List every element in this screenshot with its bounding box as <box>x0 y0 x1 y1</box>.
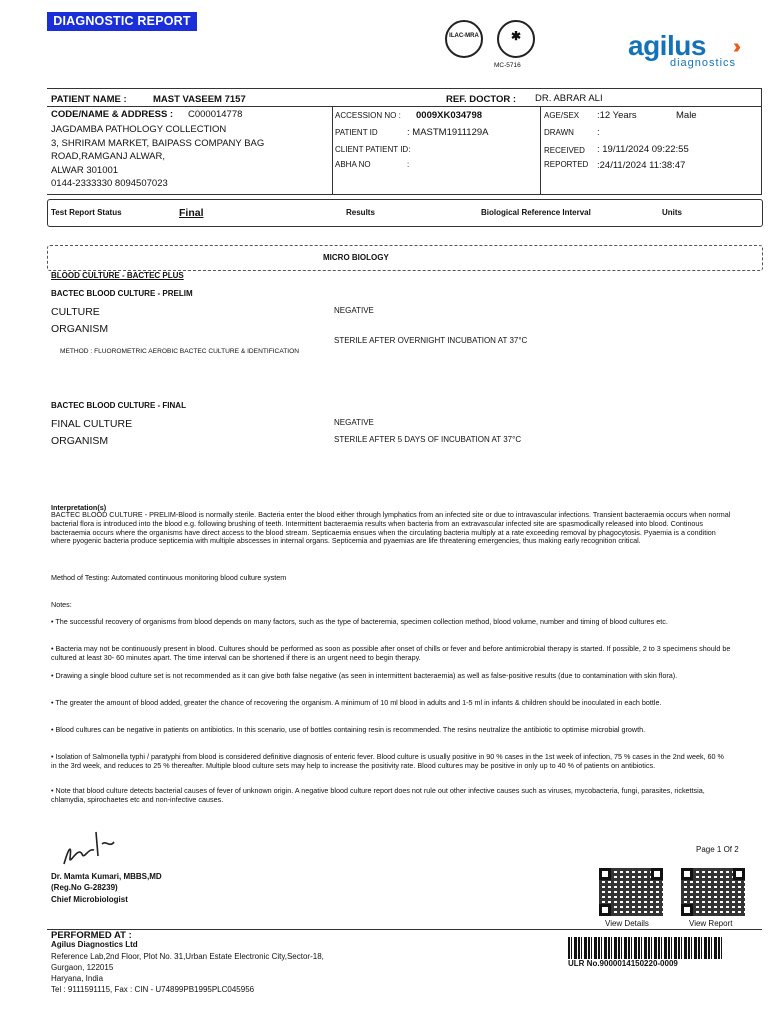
status-label: Test Report Status <box>51 208 122 217</box>
test-name: ORGANISM <box>51 323 109 335</box>
patient-id: : MASTM1911129A <box>407 127 489 138</box>
note-item: • The greater the amount of blood added, greater the chance of recovering the organism. A minimum of 10 ml blood in adults and 1-5 ml in infants & children should be inoculated in each bottle. <box>51 698 662 707</box>
test-group-title: BLOOD CULTURE - BACTEC PLUS <box>51 271 184 280</box>
test-result: STERILE AFTER OVERNIGHT INCUBATION AT 37°C <box>334 336 528 345</box>
drawn-value: : <box>597 127 600 138</box>
page-number: Page 1 Of 2 <box>696 845 739 854</box>
address-line: JAGDAMBA PATHOLOGY COLLECTION <box>51 124 227 135</box>
age-sex-label: AGE/SEX <box>544 111 580 120</box>
view-details-link[interactable]: View Details <box>605 919 649 928</box>
lab-address <box>51 951 324 995</box>
note-item: • Drawing a single blood culture set is not recommended as it can give both false negative (as seen in intermittent bacteraemia) as well as false-positive results (due to contamination with skin flora). <box>51 671 678 680</box>
final-title: BACTEC BLOOD CULTURE - FINAL <box>51 401 186 410</box>
qr-code-report[interactable] <box>681 868 745 916</box>
note-item: • Blood cultures can be negative in patients on antibiotics. In this scenario, use of bottles containing resin is recommended. The resins neutralize the antibiotic to optimise microbial growth. <box>51 725 646 734</box>
units-header: Units <box>662 208 682 217</box>
report-type-badge: DIAGNOSTIC REPORT <box>47 12 197 31</box>
method-text: METHOD : FLUOROMETRIC AEROBIC BACTEC CULTURE & IDENTIFICATION <box>60 348 299 355</box>
accession-label: ACCESSION NO : <box>335 111 401 120</box>
ref-doctor: DR. ABRAR ALI <box>535 93 603 104</box>
doctor-name: Dr. Mamta Kumari, MBBS,MD <box>51 872 162 881</box>
received-label: RECEIVED <box>544 146 585 155</box>
logo-chevron-icon: ››› <box>733 36 735 58</box>
section-box <box>47 245 763 271</box>
column-header-box <box>47 199 763 227</box>
reported-datetime: :24/11/2024 11:38:47 <box>597 160 686 171</box>
view-report-link[interactable]: View Report <box>689 919 733 928</box>
age: :12 Years <box>597 110 637 121</box>
test-result: NEGATIVE <box>334 306 374 315</box>
qr-code-details[interactable] <box>599 868 663 916</box>
reported-label: REPORTED <box>544 160 589 169</box>
received-datetime: : 19/11/2024 09:22:55 <box>597 144 689 155</box>
test-result: STERILE AFTER 5 DAYS OF INCUBATION AT 37°C <box>334 435 522 444</box>
note-item: • Isolation of Salmonella typhi / paratyphi from blood is considered definitive diagnosis of enteric fever. Blood culture is usually positive in 90 % cases in the 1st week of infection, 75 % cases in the 2nd week, 60 % in the 3rd week, and reduces to 25 % thereafter. Multiple blood culture sets may help to increase the positivity rate. Blood cultures may be positive in only up to 40 % of patients on antibiotics. <box>51 752 724 770</box>
code-label: CODE/NAME & ADDRESS : <box>51 109 174 120</box>
ulr-number: ULR No.9000014150220-0009 <box>568 959 678 968</box>
note-item: • Bacteria may not be continuously present in blood. Cultures should be performed as soon as possible after onset of chills or fever and before antimicrobial therapy is started. If possible, 2 to 3 specimens should be cultured at least 30- 60 minutes apart. The time interval can be shortened if there is an urgent need to begin therapy. <box>51 644 731 662</box>
ilac-mra-text: ILAC-MRA <box>449 33 479 39</box>
address-line: 0144-2333330 8094507023 <box>51 178 168 189</box>
address-line: ALWAR 301001 <box>51 164 119 176</box>
lab-address-line: Haryana, India <box>51 974 104 983</box>
method-of-testing: Method of Testing: Automated continuous monitoring blood culture system <box>51 573 287 582</box>
logo-wordmark: agilus <box>628 30 706 61</box>
logo-subtitle: diagnostics <box>670 57 737 69</box>
doctor-signature <box>56 824 131 870</box>
lab-address-line: Gurgaon, 122015 <box>51 963 114 972</box>
interpretation-title: Interpretation(s) <box>51 503 107 512</box>
report-status: Final <box>179 207 204 219</box>
client-address <box>51 123 264 191</box>
client-patient-id-label: CLIENT PATIENT ID: <box>335 145 411 154</box>
accession-number: 0009XK034798 <box>416 110 483 121</box>
test-name: ORGANISM <box>51 435 109 447</box>
drawn-label: DRAWN <box>544 128 574 137</box>
performed-at-label: PERFORMED AT : <box>51 930 132 941</box>
lab-name: Agilus Diagnostics Ltd <box>51 940 138 949</box>
test-result: NEGATIVE <box>334 418 374 427</box>
section-title: MICRO BIOLOGY <box>323 253 389 262</box>
notes-label: Notes: <box>51 600 72 609</box>
lab-address-line: Tel : 9111591115, Fax : CIN - U74899PB1995PLC045956 <box>51 985 255 994</box>
patient-name-label: PATIENT NAME : <box>51 94 127 105</box>
test-name: FINAL CULTURE <box>51 418 133 430</box>
doctor-reg: (Reg.No G-28239) <box>51 883 118 892</box>
note-item: • Note that blood culture detects bacterial causes of fever of unknown origin. A negative blood culture report does not rule out other infective causes such as viruses, mycobacteria, fungi, parasites, rickettsia, chlamydia, spirochaetes etc and non-infective causes. <box>51 786 705 804</box>
interpretation-text: BACTEC BLOOD CULTURE - PRELIM-Blood is normally sterile. Bacteria enter the blood either through lymphatics from an infected site or due to intravascular infections. Transient bacteraemia occurs when normal bacterial flora is introduced into the blood e.g. following brushing of teeth. Intermittent bacteraemia results when bacteria from an extravascular infected site are spasmodically released into blood. Continous bacteraemia occurs where the organisms have direct access to the blood stream. Septicaemia ensues when the circulating bacteria multiply at a rate exceeding removal by phagocytosis. Pyaemia is a condition where pyogenic bacteria produce septicemia with multiple abscesses in internal organs. Septicemia and pyaemias are life threatening emergencies, thus making early recognition critical. <box>51 510 731 546</box>
prelim-title: BACTEC BLOOD CULTURE - PRELIM <box>51 289 193 298</box>
test-name: CULTURE <box>51 306 100 318</box>
results-header: Results <box>346 208 375 217</box>
lab-address-line: Reference Lab,2nd Floor, Plot No. 31,Urban Estate Electronic City,Sector-18, <box>51 952 324 961</box>
address-line: 3, SHRIRAM MARKET, BAIPASS COMPANY BAG <box>51 137 265 149</box>
ref-doctor-label: REF. DOCTOR : <box>446 94 517 105</box>
abha-value: : <box>407 160 410 169</box>
address-line: ROAD,RAMGANJ ALWAR, <box>51 151 166 162</box>
abha-label: ABHA NO <box>335 160 371 169</box>
patient-id-label: PATIENT ID <box>335 128 378 137</box>
nabl-logo: ✱ <box>497 20 535 58</box>
bio-ref-header: Biological Reference Interval <box>481 208 591 217</box>
patient-name: MAST VASEEM 7157 <box>153 94 246 105</box>
client-code: C000014778 <box>188 109 243 120</box>
ilac-mra-logo <box>445 20 483 58</box>
cert-code: MC-5716 <box>494 62 521 69</box>
note-item: • The successful recovery of organisms from blood depends on many factors, such as the type of bacteremia, specimen collection method, blood volume, number and timing of blood cultures etc. <box>51 617 668 626</box>
doctor-title: Chief Microbiologist <box>51 895 128 904</box>
ulr-barcode <box>568 937 723 959</box>
sex: Male <box>676 110 697 121</box>
